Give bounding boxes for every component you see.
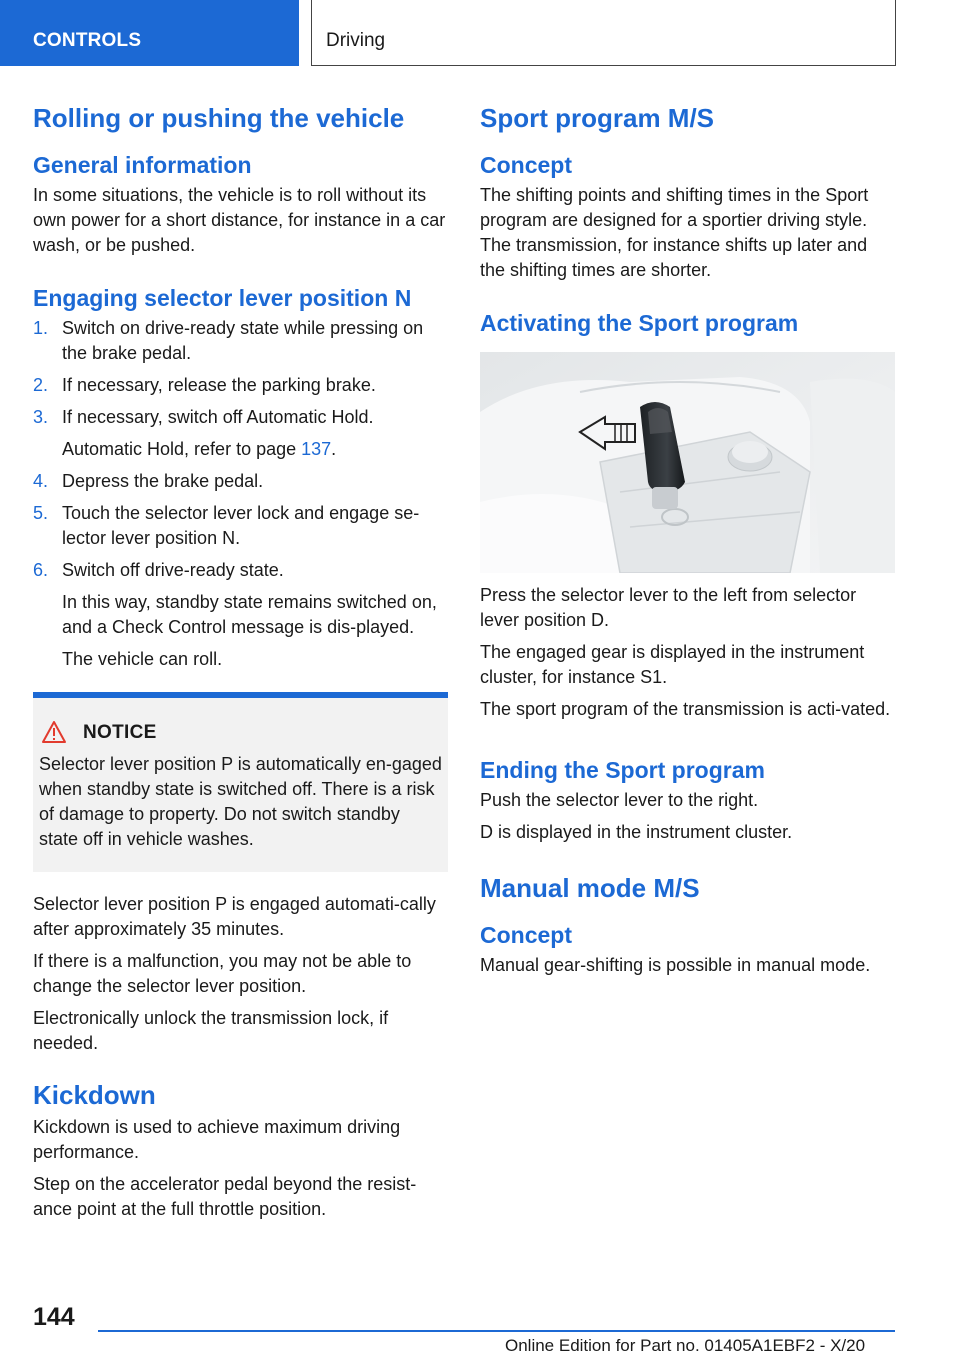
paragraph: Push the selector lever to the right. xyxy=(480,790,759,810)
step-text: If necessary, release the parking brake. xyxy=(62,375,376,395)
notice-box xyxy=(33,692,448,872)
concept-text: Manual gear-shifting is possible in manual mode. xyxy=(480,955,871,975)
kickdown-text: Kickdown is used to achieve maximum driving performance. xyxy=(33,1117,401,1162)
step-number: 6. xyxy=(33,560,49,580)
notice-title: NOTICE xyxy=(83,722,157,743)
concept-heading: Concept xyxy=(480,152,572,178)
notice-text: Selector lever position P is automatically en-gaged when standby state is switched off. There is a risk of damage to property. Do not switch standby state off in vehicle washes. xyxy=(39,754,442,849)
manual-mode-heading: Manual mode M/S xyxy=(480,873,700,903)
engaging-heading: Engaging selector lever position N xyxy=(33,285,412,311)
list-item xyxy=(33,558,448,672)
step-subtext: Automatic Hold, refer to page 137. xyxy=(62,439,337,459)
kickdown-text: Step on the accelerator pedal beyond the resist-ance point at the full throttle position. xyxy=(33,1174,417,1219)
paragraph: The engaged gear is displayed in the instrument cluster, for instance S1. xyxy=(480,642,865,687)
paragraph: Electronically unlock the transmission lock, if needed. xyxy=(33,1008,389,1053)
paragraph: Selector lever position P is engaged automati-cally after approximately 35 minutes. xyxy=(33,894,436,939)
rolling-heading: Rolling or pushing the vehicle xyxy=(33,103,405,133)
list-item xyxy=(33,316,448,366)
concept-text: The shifting points and shifting times in the Sport program are designed for a sportier driving style. The transmission, for instance shifts up later and the shifting times are shorter. xyxy=(480,185,869,280)
activating-heading: Activating the Sport program xyxy=(480,310,799,336)
step-text: Switch off drive-ready state. xyxy=(62,560,284,580)
step-text: Switch on drive-ready state while pressing on the brake pedal. xyxy=(62,318,424,363)
footer-edition: Online Edition for Part no. 01405A1EBF2 - X/20 xyxy=(505,1336,866,1355)
selector-lever-illustration xyxy=(480,352,895,573)
list-item xyxy=(33,405,448,462)
left-column xyxy=(33,100,448,1229)
step-number: 4. xyxy=(33,471,49,491)
step-subtext: The vehicle can roll. xyxy=(62,649,223,669)
right-column xyxy=(480,100,895,985)
step-subtext: In this way, standby state remains switched on, and a Check Control message is dis-played. xyxy=(62,592,437,637)
page-reference-link[interactable]: 137 xyxy=(301,439,332,459)
step-number: 2. xyxy=(33,375,49,395)
sport-program-heading: Sport program M/S xyxy=(480,103,715,133)
paragraph: If there is a malfunction, you may not be able to change the selector lever position. xyxy=(33,951,412,996)
page-header xyxy=(0,0,960,66)
chapter-label: Driving xyxy=(326,30,386,51)
step-text: If necessary, switch off Automatic Hold. xyxy=(62,407,374,427)
selector-lever-image xyxy=(480,352,895,573)
kickdown-heading: Kickdown xyxy=(33,1080,156,1110)
general-info-heading: General information xyxy=(33,152,252,178)
step-number: 1. xyxy=(33,318,49,338)
step-number: 3. xyxy=(33,407,49,427)
step-number: 5. xyxy=(33,503,49,523)
step-text: Touch the selector lever lock and engage se-lector lever position N. xyxy=(62,503,420,548)
list-item xyxy=(33,469,448,494)
paragraph: The sport program of the transmission is acti-vated. xyxy=(480,699,891,719)
paragraph: D is displayed in the instrument cluster. xyxy=(480,822,793,842)
paragraph: Press the selector lever to the left from selector lever position D. xyxy=(480,585,857,630)
section-tab xyxy=(0,0,299,66)
warning-triangle-icon xyxy=(41,720,75,746)
concept-heading: Concept xyxy=(480,922,572,948)
page-number: 144 xyxy=(33,1303,75,1331)
engaging-steps-list xyxy=(33,316,448,672)
notice-header xyxy=(39,720,442,746)
list-item xyxy=(33,373,448,398)
chapter-tab xyxy=(311,0,896,66)
general-info-text: In some situations, the vehicle is to roll without its own power for a short distance, for instance in a car wash, or be pushed. xyxy=(33,185,446,255)
ending-heading: Ending the Sport program xyxy=(480,757,765,783)
step-text: Depress the brake pedal. xyxy=(62,471,264,491)
footer-divider xyxy=(98,1330,895,1332)
section-label: CONTROLS xyxy=(33,30,142,51)
list-item xyxy=(33,501,448,551)
